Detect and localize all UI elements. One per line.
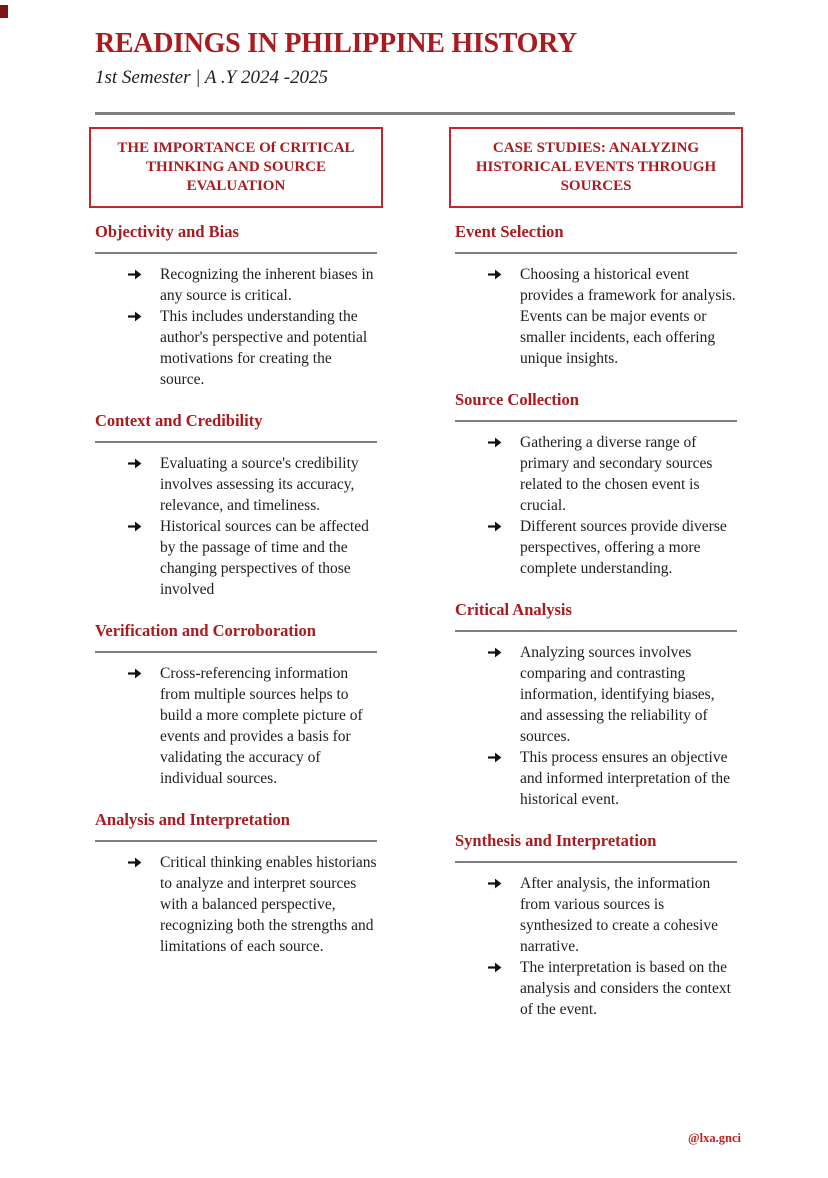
page-subtitle: 1st Semester | A .Y 2024 -2025 xyxy=(95,67,329,88)
bullet-text: The interpretation is based on the analysis and considers the context of the event. xyxy=(520,959,731,1018)
bullet-text: This includes understanding the author's perspective and potential motivations for creating the source. xyxy=(160,308,368,388)
bullet-text: Choosing a historical event provides a framework for analysis. Events can be major events or smaller incidents, each offering unique insights. xyxy=(520,266,736,367)
right-arrow-icon xyxy=(128,852,160,868)
bullet-list xyxy=(95,852,377,957)
right-column xyxy=(455,127,737,1020)
bullet-item xyxy=(95,516,377,600)
bullet-item xyxy=(455,642,737,747)
right-arrow-icon xyxy=(128,264,160,280)
author-watermark: @lxa.gnci xyxy=(688,1131,741,1145)
section-divider xyxy=(95,252,377,254)
bullet-text: Evaluating a source's credibility involves assessing its accuracy, relevance, and timeliness. xyxy=(160,455,359,514)
section-heading: Analysis and Interpretation xyxy=(95,810,290,829)
bullet-list xyxy=(455,642,737,810)
bullet-list xyxy=(455,432,737,579)
section-divider xyxy=(95,651,377,653)
bullet-item xyxy=(95,306,377,390)
section-heading: Synthesis and Interpretation xyxy=(455,831,657,850)
section-heading: Critical Analysis xyxy=(455,600,572,619)
section-event-selection xyxy=(455,222,737,369)
section-heading: Verification and Corroboration xyxy=(95,621,316,640)
bullet-item xyxy=(455,432,737,516)
section-divider xyxy=(455,252,737,254)
right-arrow-icon xyxy=(128,663,160,679)
bullet-text: After analysis, the information from various sources is synthesized to create a cohesive narrative. xyxy=(520,875,718,955)
bullet-list xyxy=(455,873,737,1020)
bullet-item xyxy=(455,747,737,810)
bullet-list xyxy=(95,663,377,789)
left-column-title-box: THE IMPORTANCE Of CRITICAL THINKING AND SOURCE EVALUATION xyxy=(89,127,383,208)
bullet-item xyxy=(455,873,737,957)
right-arrow-icon xyxy=(128,306,160,322)
bullet-item xyxy=(95,663,377,789)
bullet-item xyxy=(455,516,737,579)
left-column xyxy=(95,127,377,957)
page-corner-mark xyxy=(0,5,8,18)
right-arrow-icon xyxy=(488,642,520,658)
section-analysis-and-interpretation xyxy=(95,810,377,957)
right-arrow-icon xyxy=(128,516,160,532)
section-divider xyxy=(455,630,737,632)
section-divider xyxy=(95,840,377,842)
right-column-title-box: CASE STUDIES: ANALYZING HISTORICAL EVENTS THROUGH SOURCES xyxy=(449,127,743,208)
bullet-text: Different sources provide diverse perspectives, offering a more complete understanding. xyxy=(520,518,727,577)
section-context-and-credibility xyxy=(95,411,377,600)
bullet-text: This process ensures an objective and informed interpretation of the historical event. xyxy=(520,749,731,808)
section-synthesis-and-interpretation xyxy=(455,831,737,1020)
bullet-text: Cross-referencing information from multiple sources helps to build a more complete picture of events and provides a basis for validating the accuracy of individual sources. xyxy=(160,665,363,787)
section-objectivity-and-bias xyxy=(95,222,377,390)
page-title: READINGS IN PHILIPPINE HISTORY xyxy=(95,28,577,59)
bullet-text: Critical thinking enables historians to analyze and interpret sources with a balanced perspective, recognizing both the strengths and limitations of each source. xyxy=(160,854,377,955)
section-heading: Objectivity and Bias xyxy=(95,222,239,241)
bullet-list xyxy=(95,264,377,390)
right-arrow-icon xyxy=(488,747,520,763)
right-arrow-icon xyxy=(488,957,520,973)
section-divider xyxy=(455,861,737,863)
bullet-item xyxy=(95,453,377,516)
bullet-item xyxy=(455,264,737,369)
bullet-list xyxy=(455,264,737,369)
right-arrow-icon xyxy=(488,432,520,448)
bullet-list xyxy=(95,453,377,600)
bullet-item xyxy=(455,957,737,1020)
section-heading: Source Collection xyxy=(455,390,579,409)
header-divider xyxy=(95,112,735,115)
right-arrow-icon xyxy=(488,516,520,532)
section-verification-and-corroboration xyxy=(95,621,377,789)
right-arrow-icon xyxy=(488,873,520,889)
right-arrow-icon xyxy=(128,453,160,469)
bullet-text: Historical sources can be affected by the passage of time and the changing perspectives of those involved xyxy=(160,518,369,598)
right-arrow-icon xyxy=(488,264,520,280)
bullet-item xyxy=(95,852,377,957)
bullet-text: Recognizing the inherent biases in any source is critical. xyxy=(160,266,374,304)
bullet-item xyxy=(95,264,377,306)
section-heading: Context and Credibility xyxy=(95,411,263,430)
bullet-text: Gathering a diverse range of primary and secondary sources related to the chosen event is crucial. xyxy=(520,434,713,514)
section-source-collection xyxy=(455,390,737,579)
section-heading: Event Selection xyxy=(455,222,564,241)
bullet-text: Analyzing sources involves comparing and contrasting information, identifying biases, and assessing the reliability of sources. xyxy=(520,644,715,745)
section-divider xyxy=(455,420,737,422)
section-divider xyxy=(95,441,377,443)
section-critical-analysis xyxy=(455,600,737,810)
